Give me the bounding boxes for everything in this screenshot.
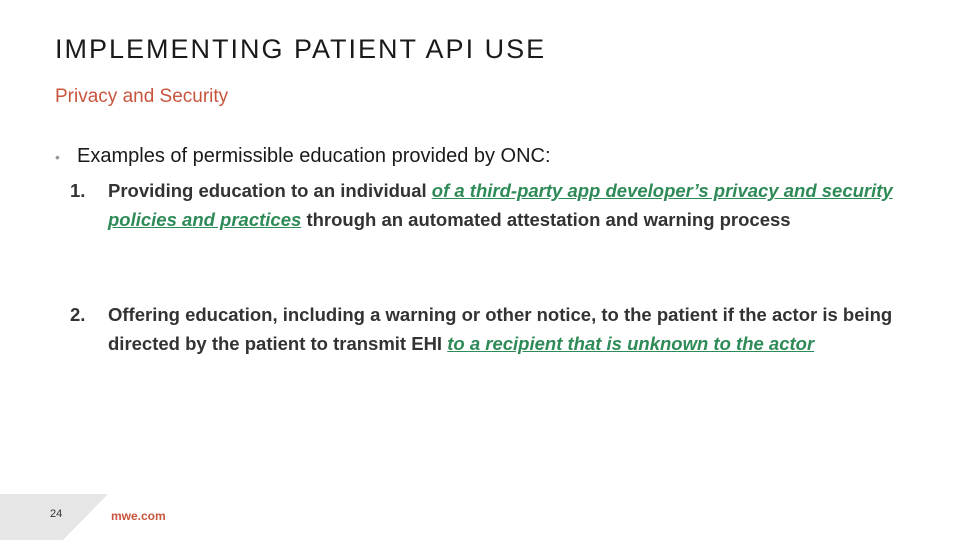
slide-title: IMPLEMENTING PATIENT API USE bbox=[55, 34, 547, 64]
slide-subtitle: Privacy and Security bbox=[55, 86, 229, 107]
numbered-item-2 bbox=[70, 300, 900, 358]
bullet-text: Examples of permissible education provided by ONC: bbox=[77, 145, 551, 167]
item-text-after: through an automated attestation and warning process bbox=[301, 209, 791, 230]
item-text-emphasis: to a recipient that is unknown to the actor bbox=[447, 333, 815, 354]
footer-url-link[interactable]: mwe.com bbox=[111, 509, 166, 523]
item-text-before: Providing education to an individual bbox=[108, 180, 432, 201]
bullet-dot-icon: • bbox=[55, 149, 60, 165]
item-text-emphasis: of a third-party app developer’s privacy and security policies and practices bbox=[108, 180, 893, 230]
item-number: 2. bbox=[70, 304, 86, 325]
item-text-before: Offering education, including a warning or other notice, to the patient if the actor is being directed by the patient to transmit EHI bbox=[108, 304, 893, 354]
bullet-item bbox=[55, 145, 551, 168]
item-number: 1. bbox=[70, 180, 86, 201]
item-text bbox=[108, 300, 900, 358]
numbered-item-1 bbox=[70, 176, 900, 234]
page-number: 24 bbox=[50, 508, 63, 520]
item-text bbox=[108, 176, 900, 234]
